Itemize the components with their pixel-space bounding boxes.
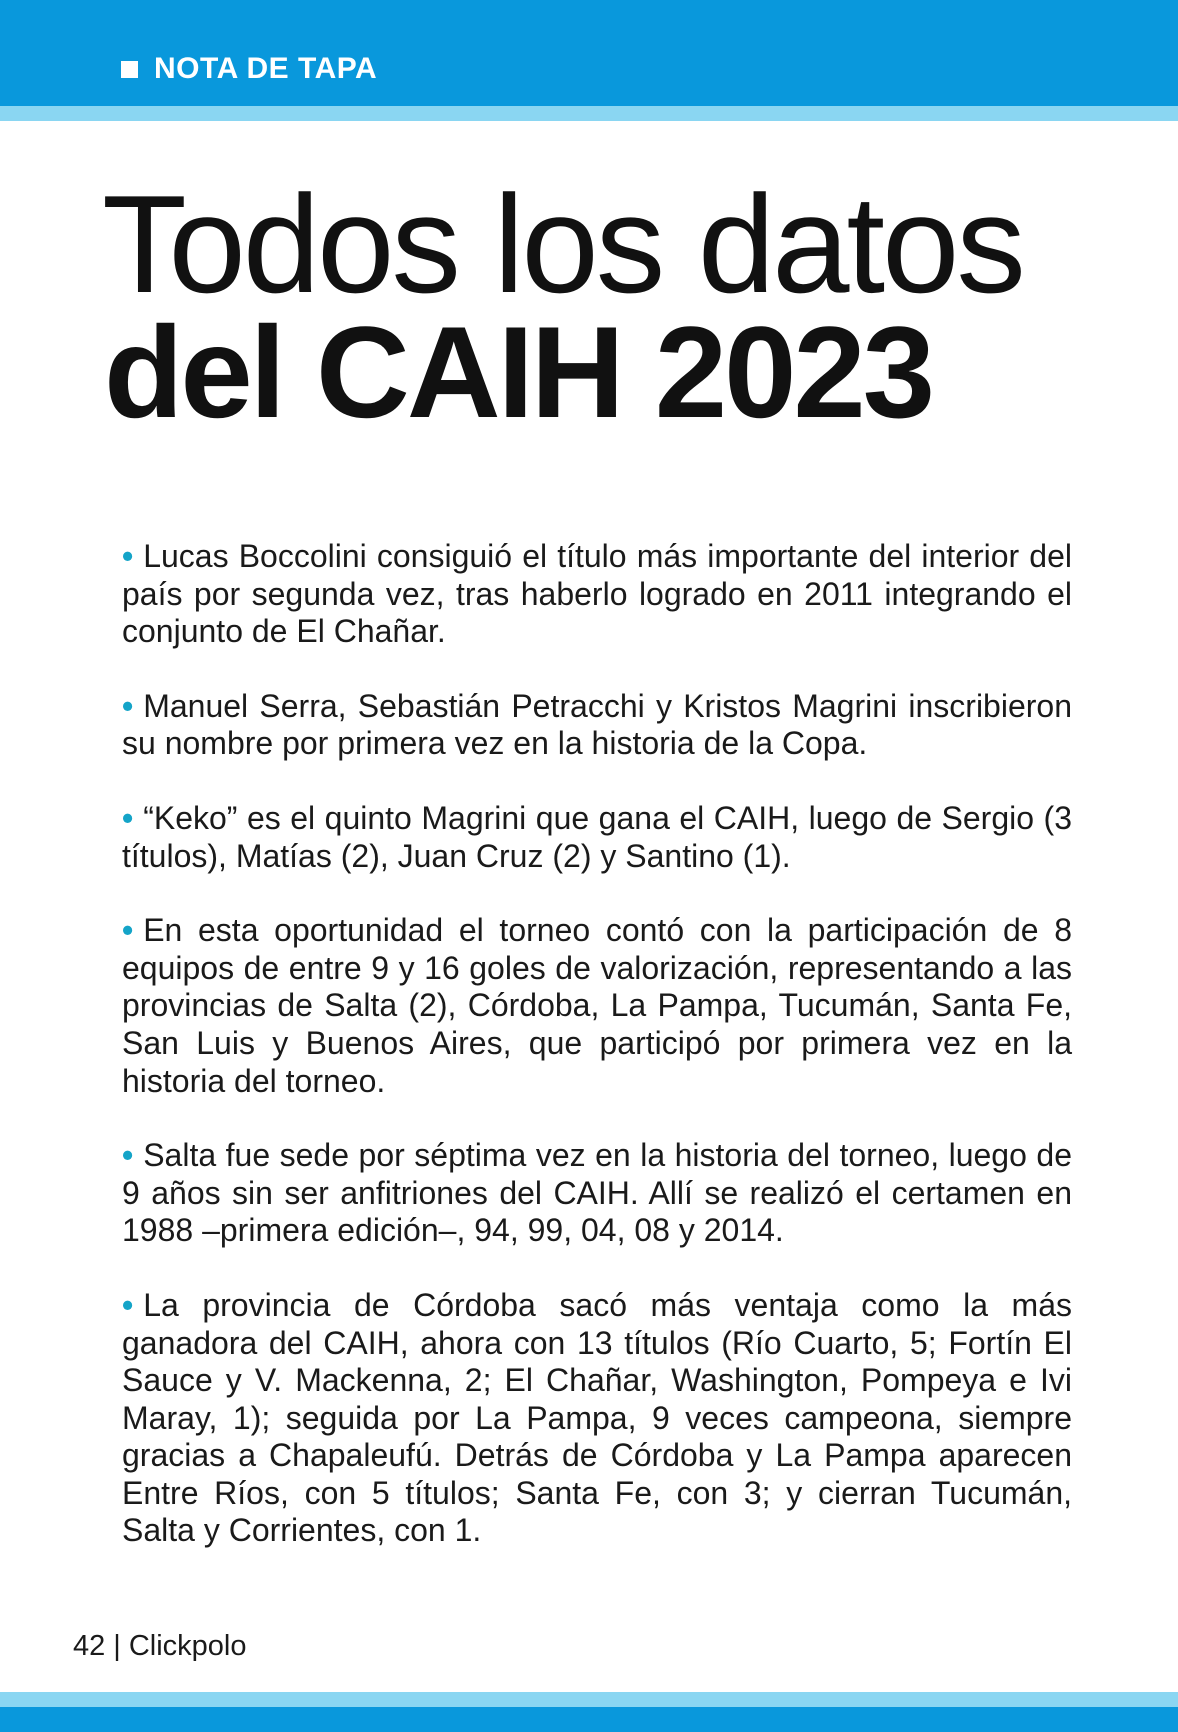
section-label: NOTA DE TAPA: [154, 52, 378, 85]
bullet-dot-icon: •: [122, 799, 134, 836]
fact-item: [122, 1287, 1072, 1550]
footer-band: [0, 1707, 1178, 1732]
fact-item: [122, 800, 1072, 875]
headline-line-2: del CAIH 2023: [104, 299, 933, 445]
bullet-dot-icon: •: [122, 687, 134, 724]
fact-item: [122, 912, 1072, 1100]
fact-text: En esta oportunidad el torneo contó con la participación de 8 equipos de entre 9 y 16 goles de valorización, representando a las provincias de Salta (2), Córdoba, La Pampa, Tucumán, Santa Fe, San Luis y Buenos Aires, que participó por primera vez en la historia del torneo.: [122, 912, 1072, 1099]
header-stripe: [0, 106, 1178, 121]
footer-separator: |: [113, 1630, 121, 1662]
bullet-dot-icon: •: [122, 1286, 134, 1323]
page-footer: [73, 1628, 246, 1664]
fact-item: [122, 538, 1072, 651]
page-number: 42: [73, 1630, 106, 1662]
headline-line-1: Todos los datos: [102, 167, 1023, 322]
fact-item: [122, 688, 1072, 763]
bullet-dot-icon: •: [122, 912, 134, 949]
fact-text: La provincia de Córdoba sacó más ventaja como la más ganadora del CAIH, ahora con 13 títulos (Río Cuarto, 5; Fortín El Sauce y V. Mackenna, 2; El Chañar, Washington, Pompeya e Ivi Maray, 1); seguida por La Pampa, 9 veces campeona, siempre gracias a Chapaleufú. Detrás de Córdoba y La Pampa aparecen Entre Ríos, con 5 títulos; Santa Fe, con 3; y cierran Tucumán, Salta y Corrientes, con 1.: [122, 1286, 1072, 1549]
fact-text: Lucas Boccolini consiguió el título más importante del interior del país por segunda vez, tras haberlo logrado en 2011 integrando el conjunto de El Chañar.: [122, 538, 1072, 650]
fact-item: [122, 1137, 1072, 1250]
fact-text: Salta fue sede por séptima vez en la historia del torneo, luego de 9 años sin ser anfitriones del CAIH. Allí se realizó el certamen en 1988 –primera edición–, 94, 99, 04, 08 y 2014.: [122, 1137, 1072, 1249]
bullet-dot-icon: •: [122, 538, 134, 574]
bullet-dot-icon: •: [122, 1137, 134, 1174]
facts-list: [122, 538, 1072, 1550]
square-bullet-icon: [121, 61, 138, 78]
fact-text: “Keko” es el quinto Magrini que gana el CAIH, luego de Sergio (3 títulos), Matías (2), Juan Cruz (2) y Santino (1).: [122, 799, 1072, 874]
publication-name: Clickpolo: [128, 1630, 247, 1662]
fact-text: Manuel Serra, Sebastián Petracchi y Kristos Magrini inscribieron su nombre por primera vez en la historia de la Copa.: [122, 687, 1072, 762]
footer-stripe: [0, 1692, 1178, 1707]
